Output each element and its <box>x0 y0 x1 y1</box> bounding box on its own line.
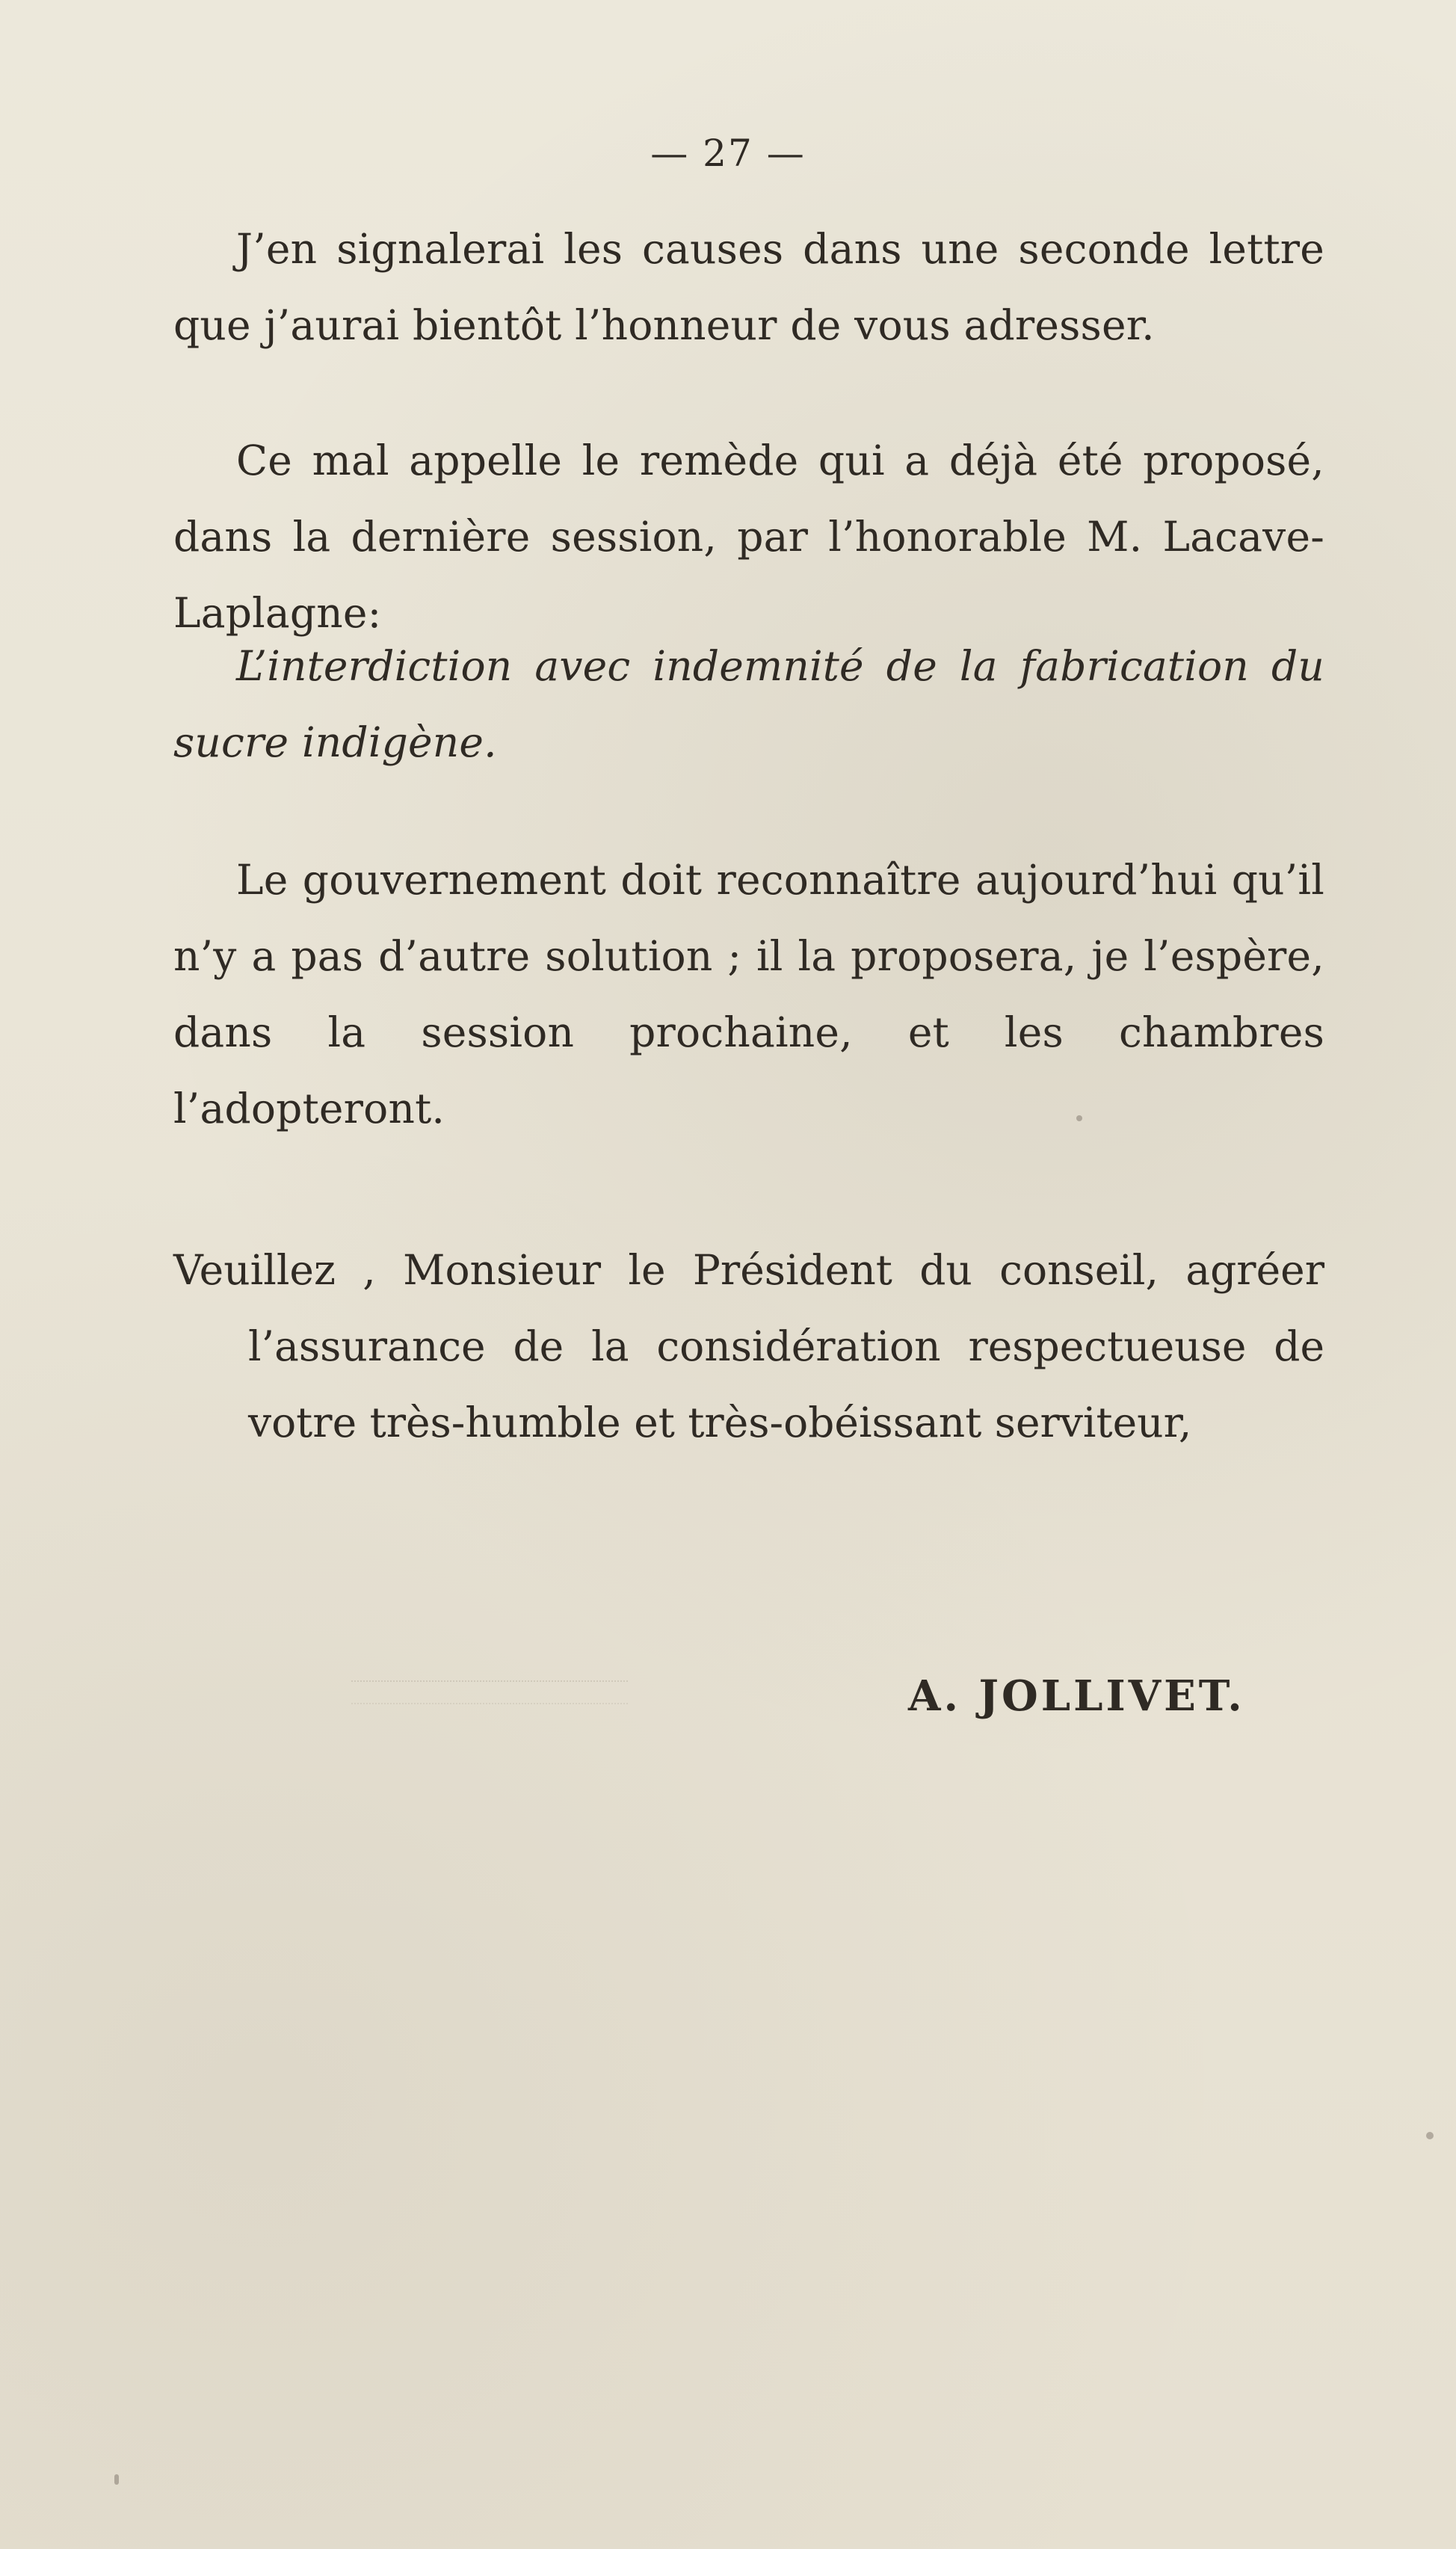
paragraph-1: J’en signalerai les causes dans une seconde lettre que j’aurai bientôt l’honneur de vous adresser. <box>173 225 1324 349</box>
faint-bleedthrough <box>351 1680 628 1704</box>
paper-speck <box>1426 2132 1434 2139</box>
paragraph-2: Ce mal appelle le remède qui a déjà été proposé, dans la dernière session, par l’honorable M. Lacave-Laplagne: <box>173 437 1324 637</box>
paper-speck <box>1076 1115 1082 1121</box>
paper-speck <box>114 2474 119 2485</box>
page-number: — 27 — <box>650 132 806 175</box>
closing-paragraph: Veuillez , Monsieur le Président du conseil, agréer l’assurance de la considération respectueuse de votre très-humble et très-obéissant serviteur, <box>173 1246 1324 1446</box>
signature: A. JOLLIVET. <box>908 1671 1245 1721</box>
paragraph-3: L’interdiction avec indemnité de la fabrication du sucre indigène. <box>173 642 1324 766</box>
paragraph-4: Le gouvernement doit reconnaître aujourd’hui qu’il n’y a pas d’autre solution ; il la proposera, je l’espère, dans la session prochaine, et les chambres l’adopteront. <box>173 856 1324 1132</box>
